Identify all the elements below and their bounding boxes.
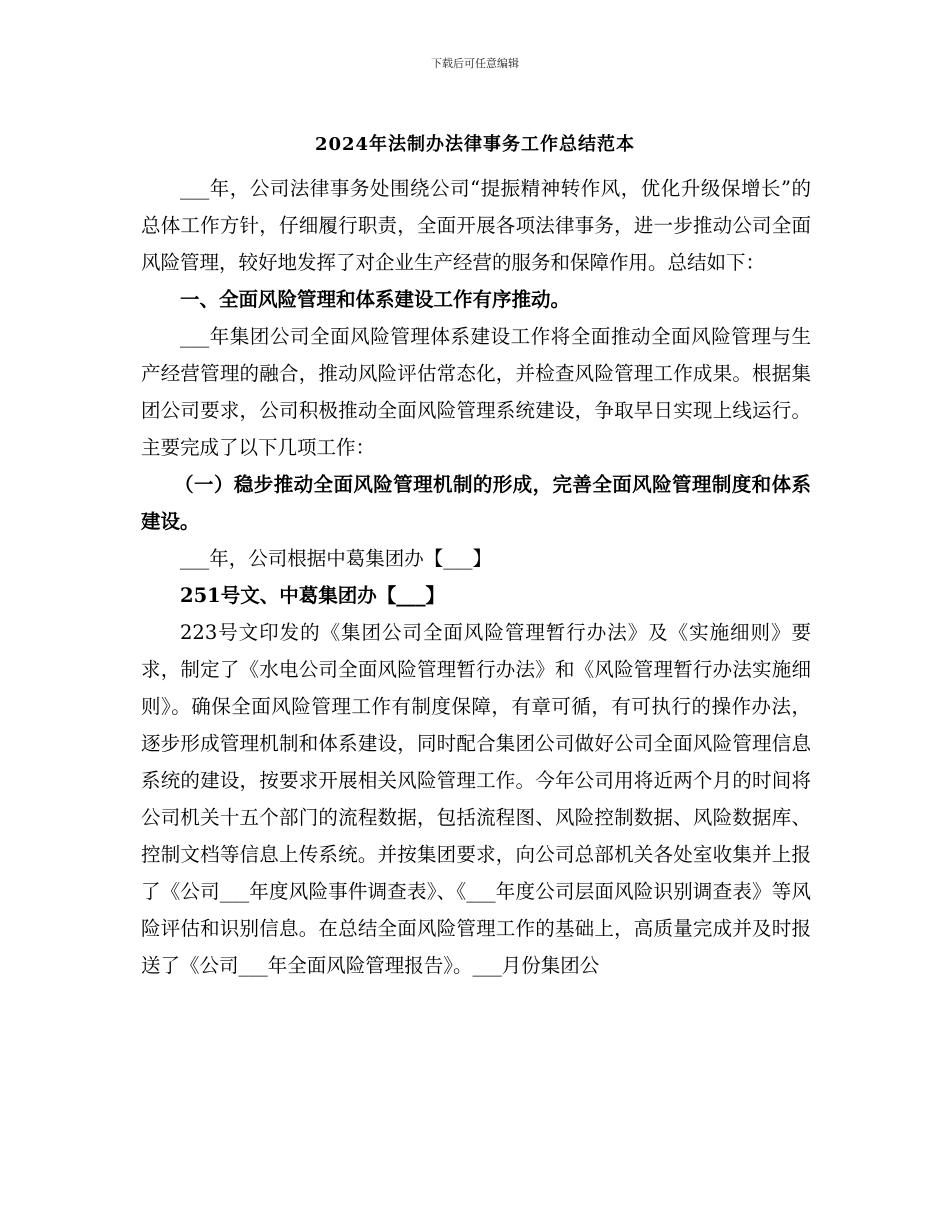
page-header-note: 下载后可任意编辑 bbox=[431, 57, 519, 70]
document-body bbox=[141, 170, 811, 984]
paragraph-reference-1: ___年，公司根据中葛集团办【___】 bbox=[180, 547, 493, 570]
paragraph-reference-2: 251号文、中葛集团办【___】 bbox=[180, 584, 445, 607]
subsection-heading: （一）稳步推动全面风险管理机制的形成，完善全面风险管理制度和体系建设。 bbox=[141, 473, 811, 533]
paragraph-body: 223号文印发的《集团公司全面风险管理暂行办法》及《实施细则》要求，制定了《水电公司全面风险管理暂行办法》和《风险管理暂行办法实施细则》。确保全面风险管理工作有制度保障，有章可循，有可执行的操作办法，逐步形成管理机制和体系建设，同时配合集团公司做好公司全面风险管理信息系统的建设，按要求开展相关风险管理工作。今年公司用将近两个月的时间将公司机关十五个部门的流程数据，包括流程图、风险控制数据、风险数据库、控制文档等信息上传系统。并按集团要求，向公司总部机关各处室收集并上报了《公司___年度风险事件调查表》、《___年度公司层面风险识别调查表》等风险评估和识别信息。在总结全面风险管理工作的基础上，高质量完成并及时报送了《公司___年全面风险管理报告》。___月份集团公 bbox=[141, 621, 811, 977]
section-heading: 一、全面风险管理和体系建设工作有序推动。 bbox=[180, 288, 571, 311]
document-title: 2024年法制办法律事务工作总结范本 bbox=[314, 134, 636, 155]
paragraph-section-intro: ___年集团公司全面风险管理体系建设工作将全面推动全面风险管理与生产经营管理的融合，推动风险评估常态化，并检查风险管理工作成果。根据集团公司要求，公司积极推动全面风险管理系统建设，争取早日实现上线运行。主要完成了以下几项工作： bbox=[141, 325, 811, 459]
paragraph-intro: ___年，公司法律事务处围绕公司“提振精神转作风，优化升级保增长”的总体工作方针，仔细履行职责，全面开展各项法律事务，进一步推动公司全面风险管理，较好地发挥了对企业生产经营的服务和保障作用。总结如下： bbox=[141, 177, 811, 274]
